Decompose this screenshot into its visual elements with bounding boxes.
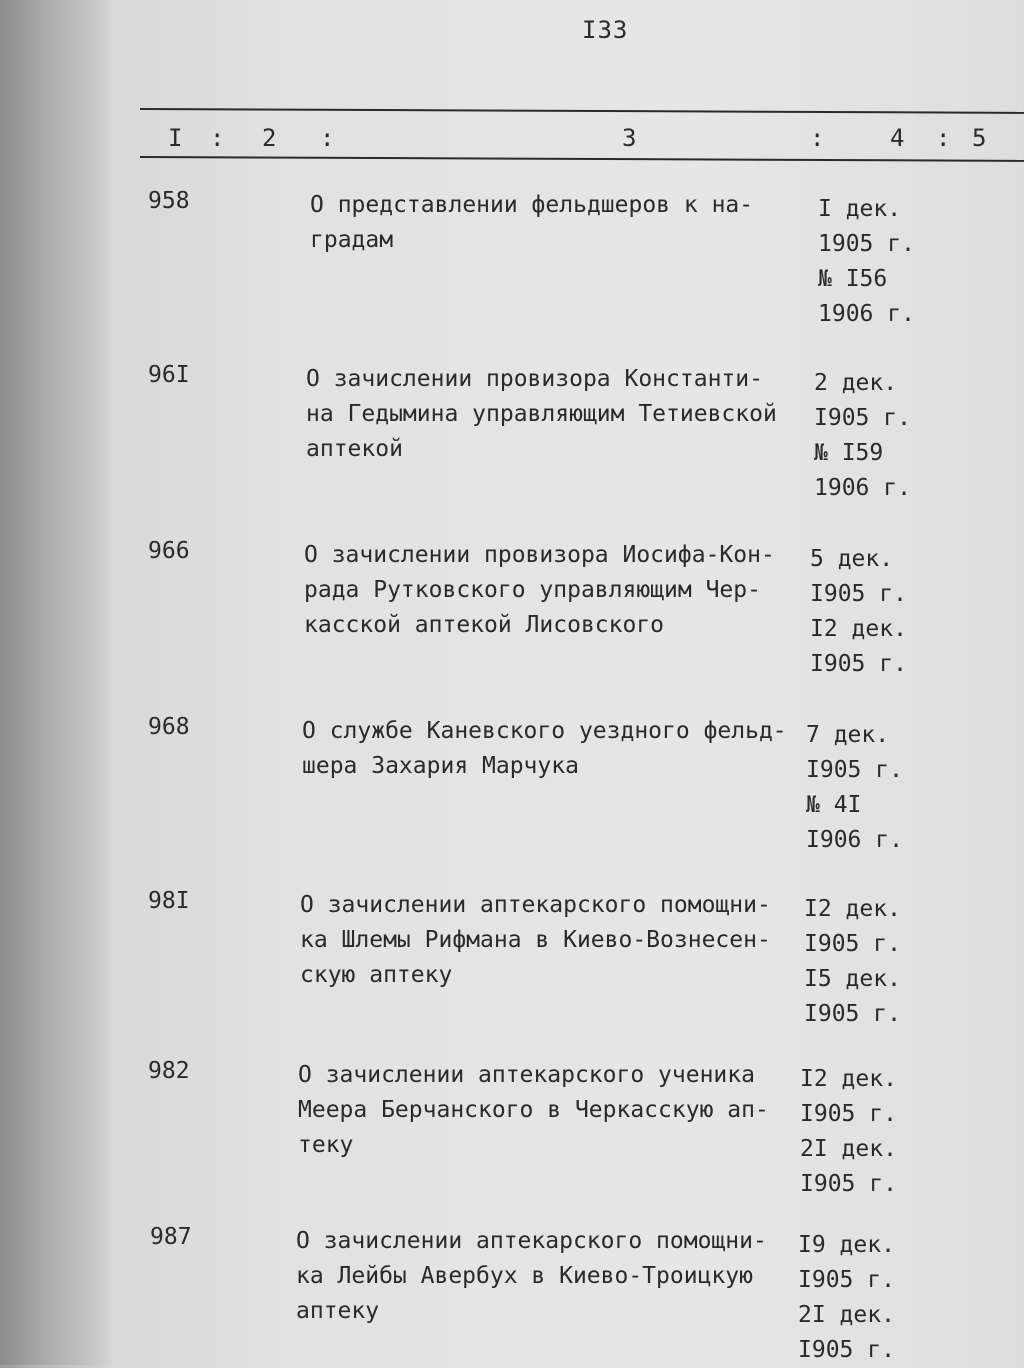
column-header-1: I: [168, 124, 183, 152]
column-header-4: 4: [890, 124, 905, 152]
column-header-2: 2: [262, 124, 277, 152]
column-separator: :: [936, 124, 951, 152]
record-description: О зачислении аптекарского помощни- ка Шлемы Рифмана в Киево-Вознесен- скую аптеку: [300, 892, 771, 988]
record-number: 987: [150, 1224, 192, 1250]
archive-page: [110, 0, 1024, 1365]
column-header-3: 3: [622, 124, 637, 152]
record-dates: I дек. 1905 г. № I56 1906 г.: [818, 196, 915, 327]
page-number: I33: [582, 16, 629, 44]
record-number: 968: [148, 714, 190, 740]
record-number: 958: [148, 188, 190, 214]
header-top-rule: [140, 108, 1024, 114]
record-dates: I9 дек. I905 г. 2I дек. I905 г.: [798, 1232, 895, 1363]
record-dates: 5 дек. I905 г. I2 дек. I905 г.: [810, 546, 907, 677]
record-dates: I2 дек. I905 г. I5 дек. I905 г.: [804, 896, 901, 1027]
record-description: О зачислении аптекарского помощни- ка Лейбы Авербух в Киево-Троицкую аптеку: [296, 1228, 767, 1324]
record-description: О зачислении аптекарского ученика Меера Берчанского в Черкасскую ап- теку: [298, 1062, 769, 1158]
record-dates: I2 дек. I905 г. 2I дек. I905 г.: [800, 1066, 897, 1197]
book-spine-shadow: [0, 0, 110, 1365]
record-description: О зачислении провизора Иосифа-Кон- рада Рутковского управляющим Чер- касской аптекой Лисовского: [304, 542, 775, 638]
column-header-5: 5: [972, 124, 987, 152]
column-separator: :: [810, 124, 825, 152]
record-number: 982: [148, 1058, 190, 1084]
record-number: 98I: [148, 888, 190, 914]
record-number: 96I: [148, 362, 190, 388]
record-description: О зачислении провизора Константи- на Гедымина управляющим Тетиевской аптекой: [306, 366, 777, 462]
record-description: О службе Каневского уездного фельд- шера Захария Марчука: [302, 718, 787, 779]
record-number: 966: [148, 538, 190, 564]
header-bottom-rule: [140, 156, 1024, 162]
column-separator: :: [210, 124, 225, 152]
record-description: О представлении фельдшеров к на- градам: [310, 192, 754, 253]
column-separator: :: [320, 124, 335, 152]
record-dates: 7 дек. I905 г. № 4I I906 г.: [806, 722, 903, 853]
record-dates: 2 дек. I905 г. № I59 1906 г.: [814, 370, 911, 501]
